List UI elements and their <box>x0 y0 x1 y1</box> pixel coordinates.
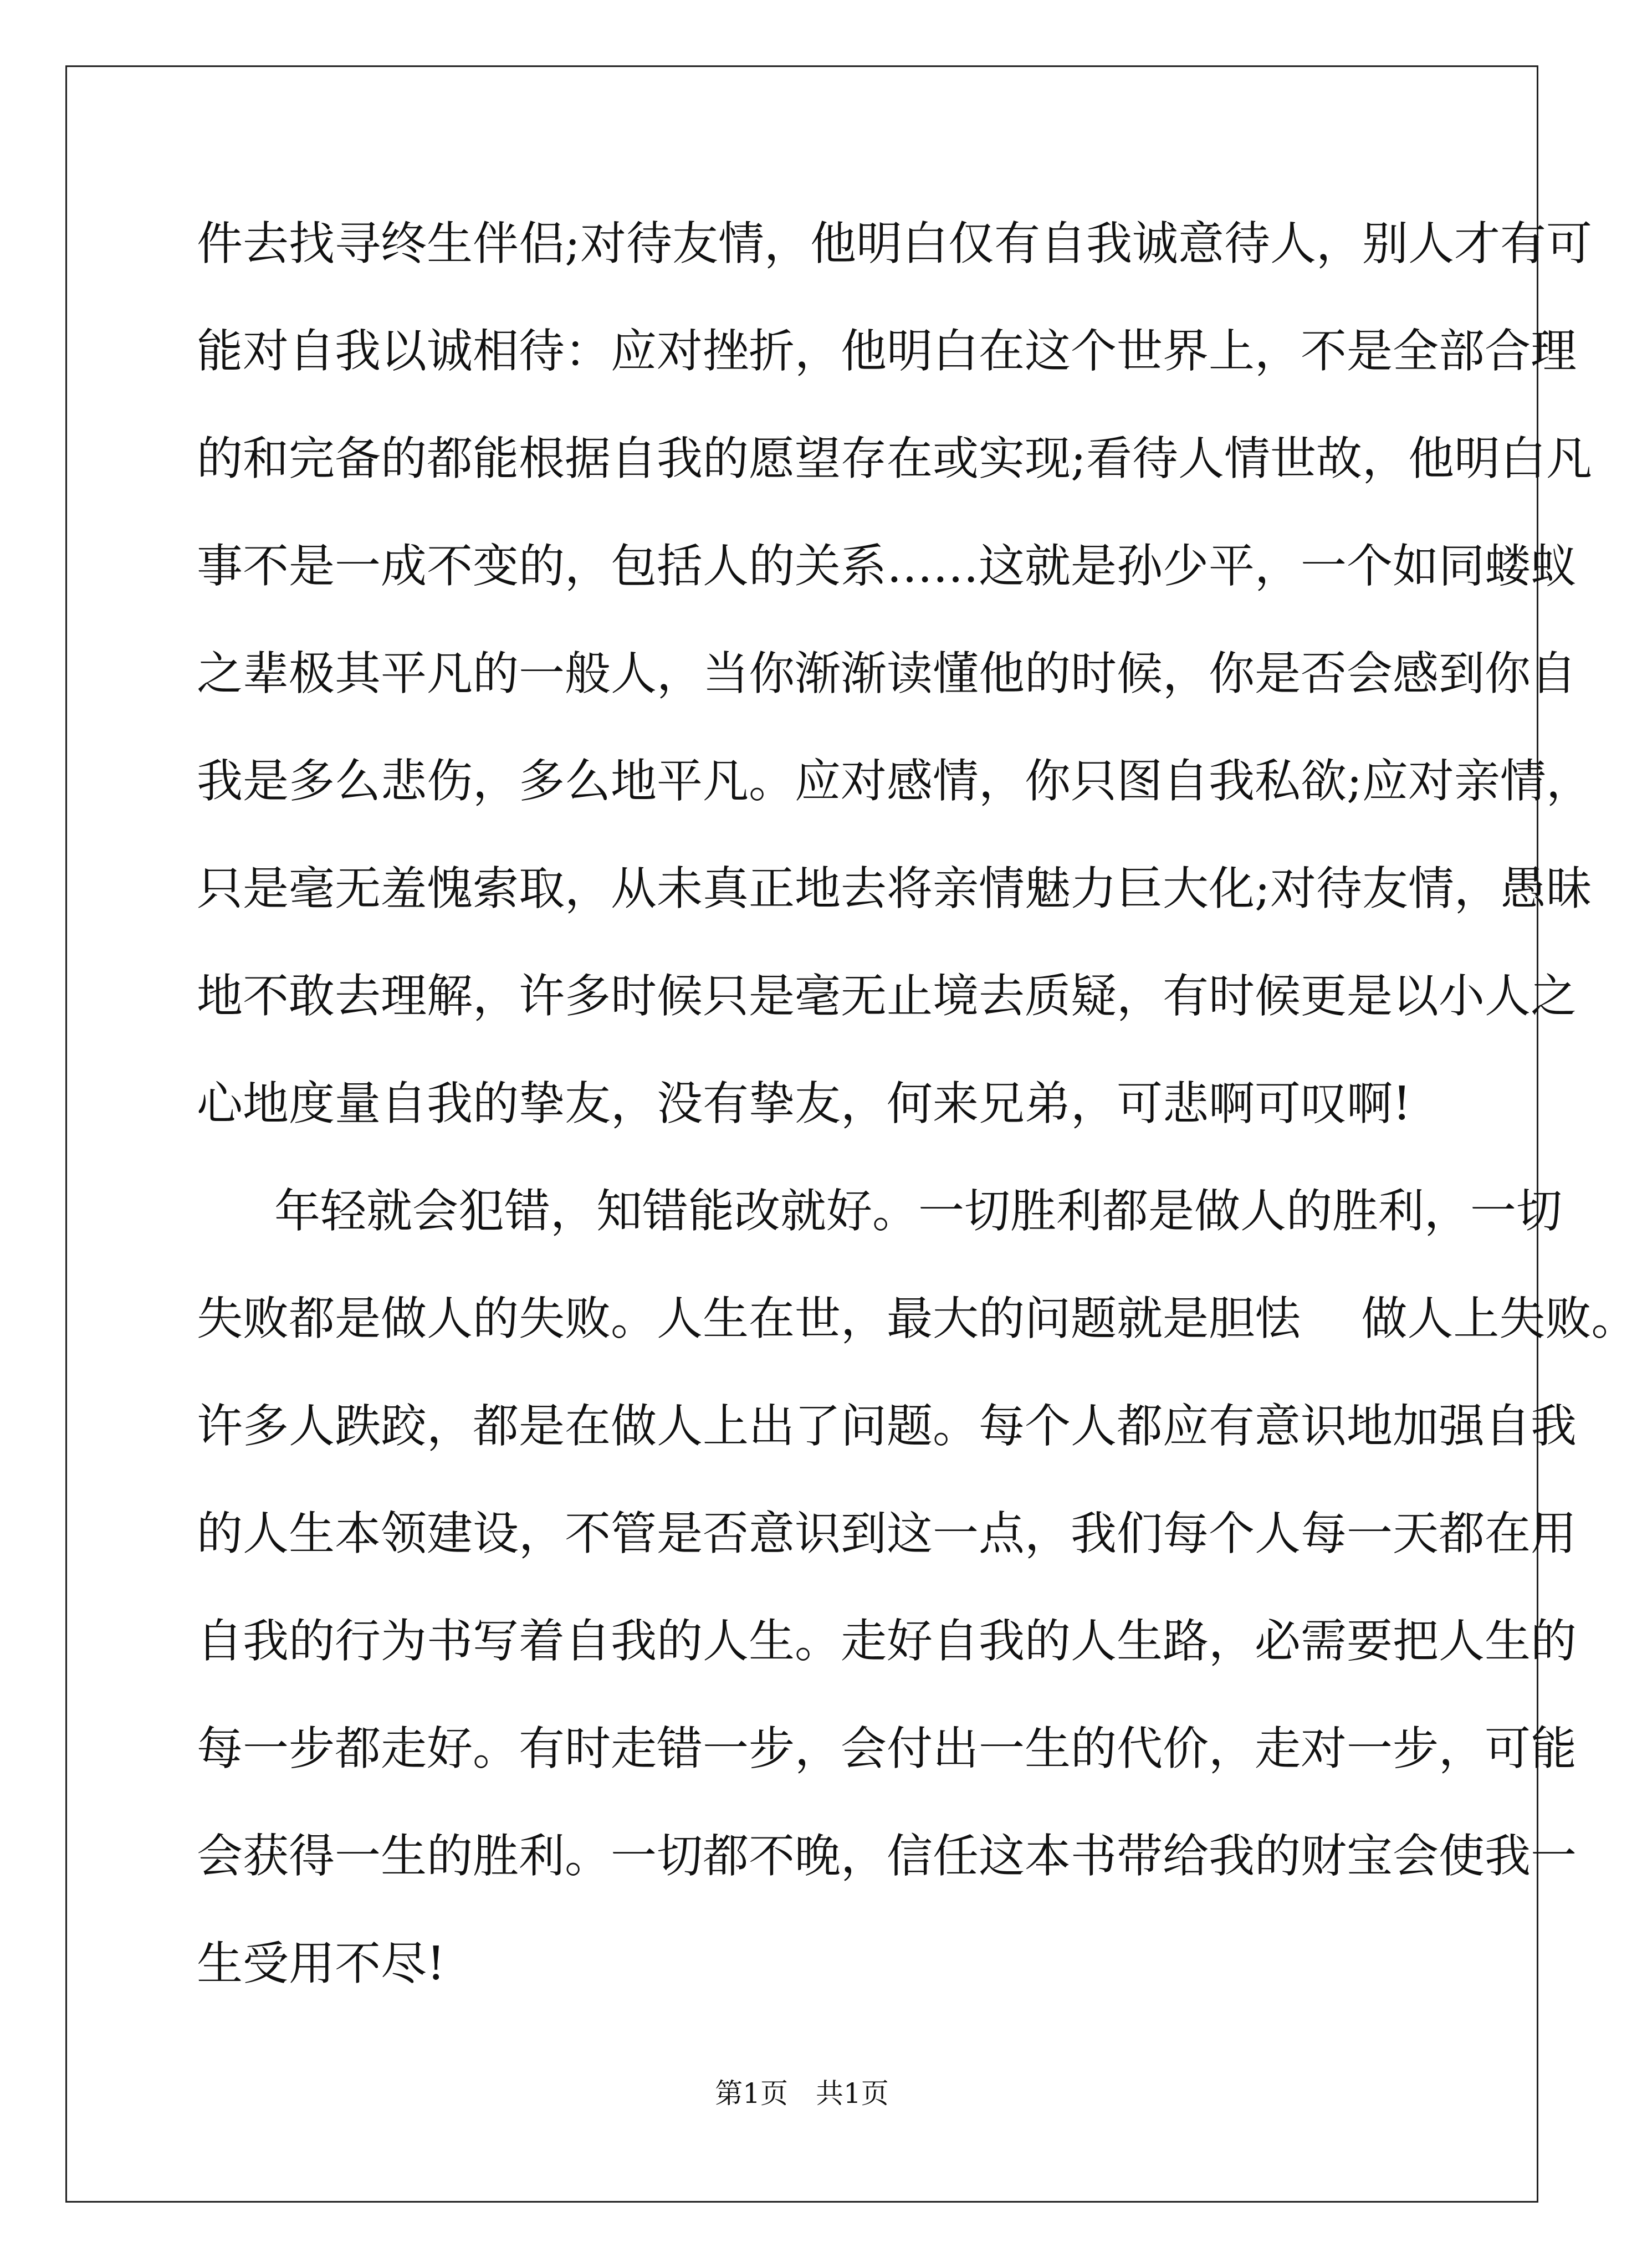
paragraph-2-line-1: 年轻就会犯错，知错能改就好。一切胜利都是做人的胜利，一切 <box>274 1184 1562 1238</box>
paragraph-2-line-2: 失败都是做人的失败。人生在世，最大的问题就是胆怯 做人上失败。 <box>197 1292 1637 1345</box>
paragraph-1-line-5: 之辈极其平凡的一般人，当你渐渐读懂他的时候，你是否会感到你自 <box>197 647 1577 700</box>
paragraph-1-line-8: 地不敢去理解，许多时候只是毫无止境去质疑，有时候更是以小人之 <box>197 969 1577 1023</box>
paragraph-1-line-1: 件去找寻终生伴侣;对待友情，他明白仅有自我诚意待人，别人才有可 <box>197 217 1592 270</box>
paragraph-1-line-2: 能对自我以诚相待：应对挫折，他明白在这个世界上，不是全部合理 <box>197 324 1577 378</box>
page-number: 第1页 共1页 <box>715 2077 889 2110</box>
paragraph-2-line-4: 的人生本领建设，不管是否意识到这一点，我们每个人每一天都在用 <box>197 1507 1577 1560</box>
paragraph-1-line-4: 事不是一成不变的，包括人的关系……这就是孙少平，一个如同蝼蚁 <box>197 539 1577 593</box>
paragraph-1-line-3: 的和完备的都能根据自我的愿望存在或实现;看待人情世故，他明白凡 <box>197 432 1592 485</box>
paragraph-1-line-9: 心地度量自我的挚友，没有挚友，何来兄弟，可悲啊可叹啊! <box>197 1077 1411 1130</box>
paragraph-1-line-7: 只是毫无羞愧索取，从未真正地去将亲情魅力巨大化;对待友情，愚昧 <box>197 862 1592 915</box>
paragraph-2-line-8: 生受用不尽! <box>197 1937 446 1990</box>
paragraph-1-line-6: 我是多么悲伤，多么地平凡。应对感情，你只图自我私欲;应对亲情， <box>197 754 1592 808</box>
paragraph-2-line-6: 每一步都走好。有时走错一步，会付出一生的代价，走对一步，可能 <box>197 1722 1577 1775</box>
paragraph-2-line-3: 许多人跌跤，都是在做人上出了问题。每个人都应有意识地加强自我 <box>197 1399 1577 1453</box>
paragraph-2-line-5: 自我的行为书写着自我的人生。走好自我的人生路，必需要把人生的 <box>197 1614 1577 1668</box>
paragraph-2-line-7: 会获得一生的胜利。一切都不晚，信任这本书带给我的财宝会使我一 <box>197 1829 1577 1883</box>
